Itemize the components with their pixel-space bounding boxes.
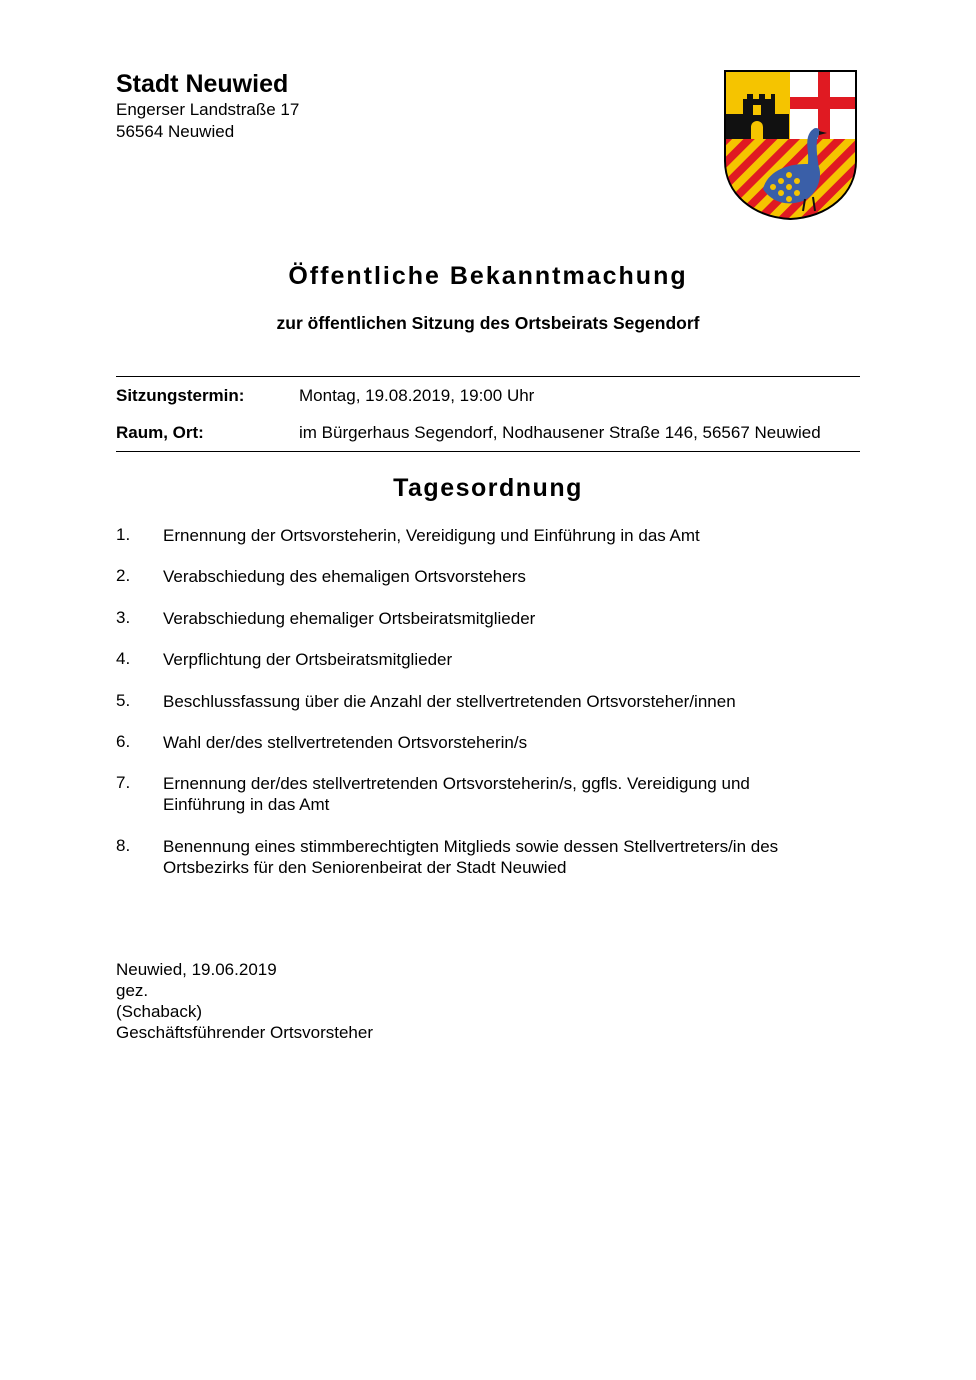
agenda-item-text: Ernennung der/des stellvertretenden Ortsvorsteherin/s, ggfls. Vereidigung und Einführung in das Amt: [163, 774, 750, 814]
agenda-item-number: 2.: [116, 566, 131, 585]
divider-top: [116, 376, 860, 377]
page-title: Öffentliche Bekanntmachung: [288, 262, 688, 290]
signature-signed: gez.: [116, 981, 149, 1000]
agenda-item-number: 1.: [116, 525, 131, 544]
address-street: Engerser Landstraße 17: [116, 100, 300, 119]
meeting-date-label: Sitzungstermin:: [116, 386, 245, 405]
meeting-place-label: Raum, Ort:: [116, 423, 204, 442]
signature-name: (Schaback): [116, 1002, 202, 1021]
agenda-item-text: Benennung eines stimmberechtigten Mitglieds sowie dessen Stellvertreters/in des Ortsbezirks für den Seniorenbeirat der Stadt Neuwied: [163, 837, 779, 877]
signature-place-date: Neuwied, 19.06.2019: [116, 960, 277, 979]
agenda-item-text: Ernennung der Ortsvorsteherin, Vereidigung und Einführung in das Amt: [163, 526, 700, 545]
agenda-item-number: 7.: [116, 773, 131, 792]
page-subtitle: zur öffentlichen Sitzung des Ortsbeirats Segendorf: [276, 313, 700, 333]
agenda-item-number: 3.: [116, 608, 131, 627]
agenda-item-number: 6.: [116, 732, 131, 751]
coat-of-arms-icon: [723, 69, 858, 221]
agenda-item-text: Wahl der/des stellvertretenden Ortsvorsteherin/s: [163, 733, 528, 752]
agenda-item-number: 5.: [116, 691, 131, 710]
agenda-item-text: Verabschiedung ehemaliger Ortsbeiratsmitglieder: [163, 609, 536, 628]
meeting-date-value: Montag, 19.08.2019, 19:00 Uhr: [299, 386, 535, 405]
signature-role: Geschäftsführender Ortsvorsteher: [116, 1023, 374, 1042]
agenda-item-text: Beschlussfassung über die Anzahl der stellvertretenden Ortsvorsteher/innen: [163, 692, 736, 711]
meeting-place-value: im Bürgerhaus Segendorf, Nodhausener Straße 146, 56567 Neuwied: [299, 423, 821, 442]
agenda-item-number: 4.: [116, 649, 131, 668]
agenda-heading: Tagesordnung: [393, 474, 583, 502]
agenda-item-text: Verabschiedung des ehemaligen Ortsvorstehers: [163, 567, 526, 586]
agenda-item-number: 8.: [116, 836, 131, 855]
address-city: 56564 Neuwied: [116, 122, 235, 141]
organization-name: Stadt Neuwied: [116, 70, 289, 98]
divider-bottom: [116, 451, 860, 452]
agenda-item-text: Verpflichtung der Ortsbeiratsmitglieder: [163, 650, 453, 669]
